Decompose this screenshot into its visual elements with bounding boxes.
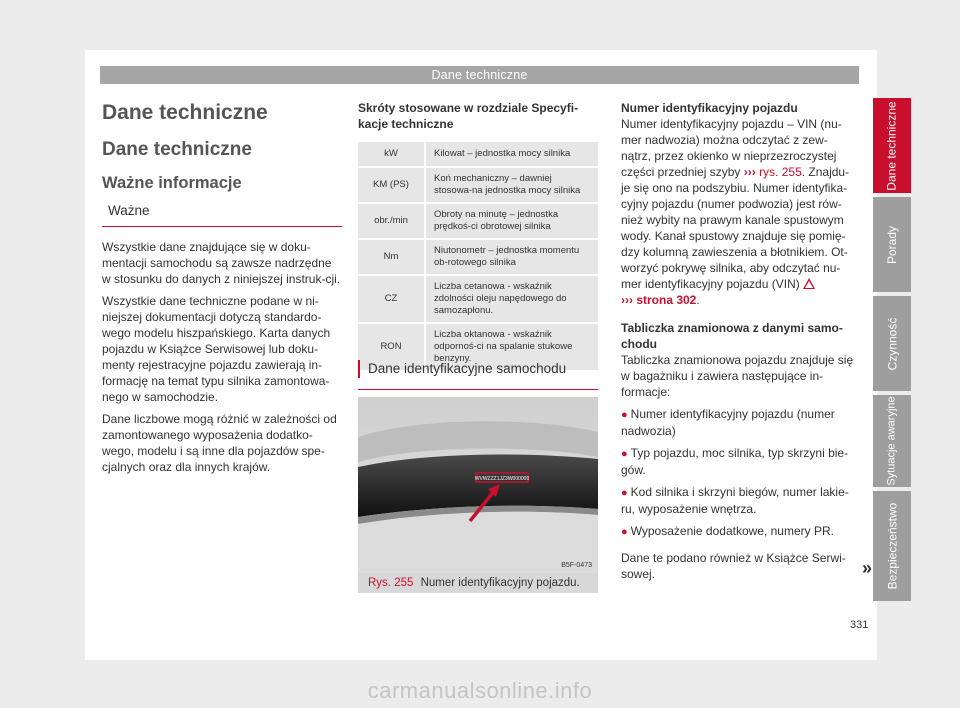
tab-label: Dane techniczne <box>885 100 900 191</box>
table-row <box>358 276 598 322</box>
abbr-cell: RON <box>358 324 424 370</box>
tab-porady[interactable] <box>873 197 911 292</box>
tab-czynnosc[interactable] <box>873 296 911 391</box>
desc-cell: Liczba cetanowa - wskaźnik zdolności oleju napędowego do samozapłonu. <box>424 276 598 322</box>
warning-triangle-icon <box>803 278 815 289</box>
table-row <box>358 168 598 202</box>
continue-arrow-icon: » <box>862 558 873 578</box>
running-header: Dane techniczne <box>100 66 859 84</box>
section-divider <box>358 389 598 390</box>
cross-ref-arrow: ››› <box>743 165 756 179</box>
vin-window-illustration <box>358 397 598 573</box>
left-column <box>102 100 342 475</box>
abbr-cell: Nm <box>358 240 424 274</box>
figure-code: B5F-0473 <box>561 562 592 569</box>
tab-dane-techniczne[interactable] <box>873 98 911 193</box>
bullet-icon: ● <box>621 409 628 421</box>
watermark: carmanualsonline.info <box>367 678 593 703</box>
list-item: ● Numer identyfikacyjny pojazdu (numer nadwozia) <box>621 407 835 438</box>
list-item: ● Kod silnika i skrzyni biegów, numer lakie-ru, wyposażenie wnętrza. <box>621 485 849 516</box>
desc-cell: Kilowat – jednostka mocy silnika <box>424 142 598 166</box>
caption-text: Numer identyfikacyjny pojazdu. <box>420 577 580 589</box>
figure-reference: Rys. 255 <box>368 577 414 589</box>
service-book-note: Dane te podano również w Książce Serwi-sowej. <box>621 551 846 581</box>
section-title: Dane identyfikacyjne samochodu <box>358 360 608 378</box>
middle-column <box>358 100 603 589</box>
tab-label: Bezpieczeństwo <box>885 502 899 590</box>
desc-cell: Niutonometr – jednostka momentu ob-rotowego silnika <box>424 240 598 274</box>
text-run: Numer identyfikacyjny pojazdu – VIN (nu-mer nadwozia) można odczytać z zew-nątrz, przez okienko w nieprzezroczystej części przedniej szyby <box>621 117 842 179</box>
paragraph: Wszystkie dane znajdujące się w doku-mentacji samochodu są zawsze nadrzędne w stosunku do danych z niniejszej instruk-cji. <box>102 240 341 286</box>
bullet-icon: ● <box>621 448 628 460</box>
page-link[interactable]: ››› strona 302 <box>621 293 697 307</box>
desc-cell: Obroty na minutę – jednostka prędkoś-ci obrotowej silnika <box>424 204 598 238</box>
desc-cell: Koń mechaniczny – dawniej stosowa-na jednostka mocy silnika <box>424 168 598 202</box>
list-item: ● Wyposażenie dodatkowe, numery PR. <box>621 524 834 538</box>
bullet-icon: ● <box>621 526 628 538</box>
tab-label: Czynność <box>885 317 899 370</box>
abbr-cell: obr./min <box>358 204 424 238</box>
chapter-title: Dane techniczne <box>102 101 268 124</box>
paragraph: Wszystkie dane techniczne podane w ni-niejszej dokumentacji dotyczą standardo-wego modelu hiszpańskiego. Karta danych pojazdu w Książce Serwisowej lub doku-menty rejestracyjne pojazdu zawierają in-formację na temat typu silnika zamontowa-nego w samochodzie. <box>102 294 331 404</box>
abbr-cell: kW <box>358 142 424 166</box>
vin-paragraph <box>621 116 857 308</box>
tab-sytuacje-awaryjne[interactable] <box>873 395 911 487</box>
abbreviations-table <box>358 140 598 372</box>
nameplate-heading: Tabliczka znamionowa z danymi samo-chodu <box>621 321 843 351</box>
list-item: ● Typ pojazdu, moc silnika, typ skrzyni bie-gów. <box>621 446 849 477</box>
tab-label: Porady <box>885 225 899 264</box>
section-title: Dane techniczne <box>102 139 252 160</box>
abbr-cell: CZ <box>358 276 424 322</box>
bullet-icon: ● <box>621 487 628 499</box>
nameplate-paragraph: Tabliczka znamionowa pojazdu znajduje się w bagażniku i zawiera następujące in-formacje: <box>621 353 854 399</box>
page-number: 331 <box>850 619 869 631</box>
right-column <box>621 100 857 582</box>
abbreviations-table-title: Skróty stosowane w rozdziale Specyfi-kacje techniczne <box>358 101 579 131</box>
tab-bezpieczenstwo[interactable] <box>873 491 911 601</box>
figure-link[interactable]: rys. 255 <box>759 165 802 179</box>
svg-text:WVWZZZ1JZ3W000000: WVWZZZ1JZ3W000000 <box>474 476 530 482</box>
topic-title: Ważne <box>102 202 342 227</box>
table-row <box>358 240 598 274</box>
tab-label: Sytuacje awaryjne <box>886 396 898 486</box>
subsection-title: Ważne informacje <box>102 174 242 192</box>
figure-caption <box>358 573 598 593</box>
paragraph: Dane liczbowe mogą różnić w zależności od zamontowanego wyposażenia dodatko-wego, modelu i są inne dla pojazdów spe-cjalnych oraz dla innych krajów. <box>102 412 337 474</box>
desc-cell: Liczba oktanowa - wskaźnik odpornoś-ci na spalanie stukowe benzyny. <box>424 324 598 370</box>
text-run: . Znajdu-je się ono na podszybiu. Numer identyfika-cyjny pojazdu (numer podwozia) jest rów-nież wybity na prawym kanale spustowym wody. Kanał spustowy znajduje się pomię-dzy kolumną zawieszenia a błotnikiem. Ot-worzyć pokrywę silnika, aby odczytać nu-mer identyfikacyjny pojazdu (VIN) <box>621 165 850 291</box>
vin-heading: Numer identyfikacyjny pojazdu <box>621 101 798 115</box>
windshield-drawing <box>358 397 598 573</box>
text-run: . <box>696 293 700 307</box>
table-row <box>358 204 598 238</box>
abbr-cell: KM (PS) <box>358 168 424 202</box>
table-row <box>358 142 598 166</box>
